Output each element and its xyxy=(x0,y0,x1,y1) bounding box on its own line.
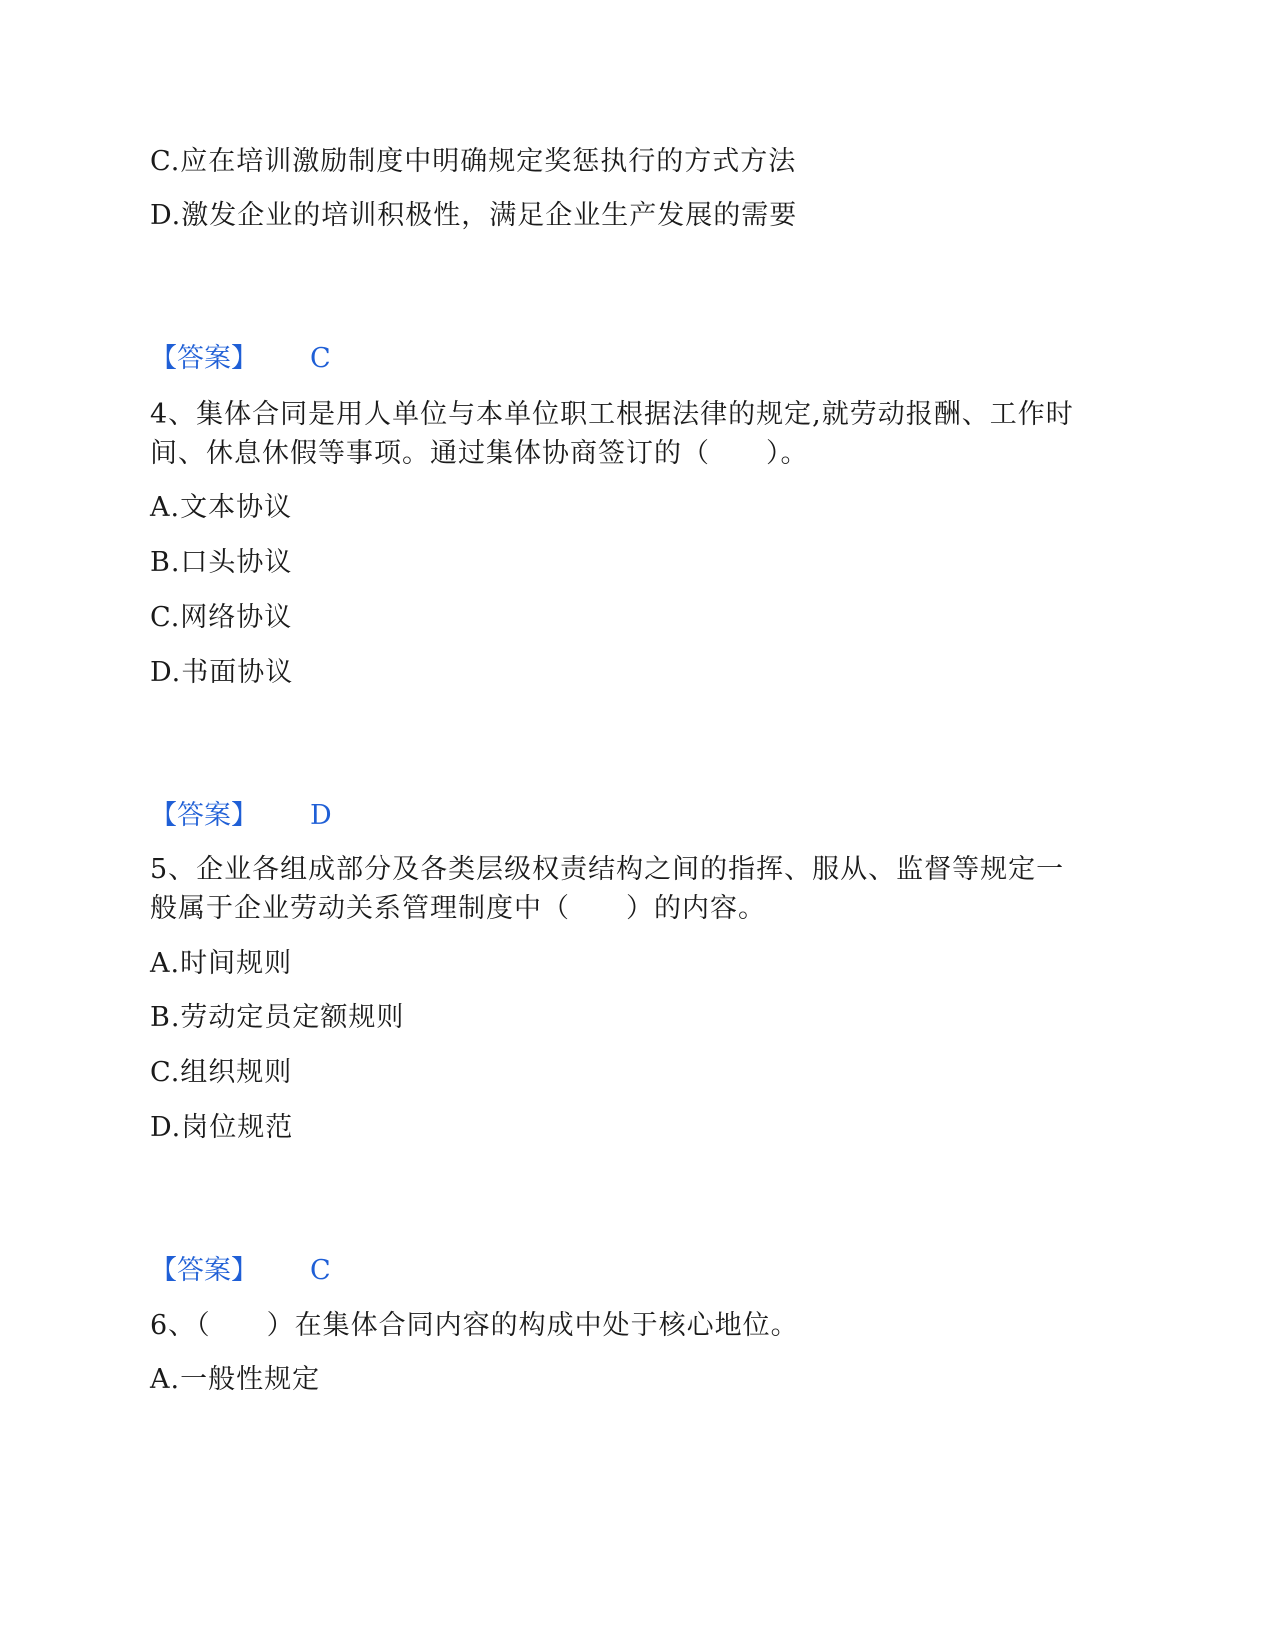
question-5-option-b: B.劳动定员定额规则 xyxy=(150,1002,405,1033)
answer-label: 【答案】 xyxy=(150,800,258,831)
answer-label: 【答案】 xyxy=(150,343,258,374)
question-5-text-line-1: 5、企业各组成部分及各类层级权责结构之间的指挥、服从、监督等规定一 xyxy=(150,854,1065,885)
question-4-option-c: C.网络协议 xyxy=(150,602,293,633)
answer-value: C xyxy=(310,1255,331,1286)
question-5-text-line-2: 般属于企业劳动关系管理制度中（ ）的内容。 xyxy=(150,893,766,924)
answer-4 xyxy=(150,798,332,834)
question-3-option-c: C.应在培训激励制度中明确规定奖惩执行的方式方法 xyxy=(150,146,797,177)
question-5-option-c: C.组织规则 xyxy=(150,1057,293,1088)
question-5-option-a: A.时间规则 xyxy=(150,948,293,979)
question-6-option-a: A.一般性规定 xyxy=(150,1364,321,1395)
question-3-option-d: D.激发企业的培训积极性，满足企业生产发展的需要 xyxy=(150,200,798,231)
question-4-option-a: A.文本协议 xyxy=(150,492,293,523)
answer-3 xyxy=(150,341,331,377)
answer-label: 【答案】 xyxy=(150,1255,258,1286)
question-4-option-b: B.口头协议 xyxy=(150,547,293,578)
question-4-option-d: D.书面协议 xyxy=(150,657,294,688)
question-5-option-d: D.岗位规范 xyxy=(150,1112,294,1143)
question-4-text-line-2: 间、休息休假等事项。通过集体协商签订的（ ）。 xyxy=(150,438,809,469)
question-6-text-line-1: 6、（ ）在集体合同内容的构成中处于核心地位。 xyxy=(150,1310,799,1341)
answer-value: C xyxy=(310,343,331,374)
question-4-text-line-1: 4、集体合同是用人单位与本单位职工根据法律的规定,就劳动报酬、工作时 xyxy=(150,399,1074,430)
answer-value: D xyxy=(310,800,332,831)
answer-5 xyxy=(150,1253,331,1289)
